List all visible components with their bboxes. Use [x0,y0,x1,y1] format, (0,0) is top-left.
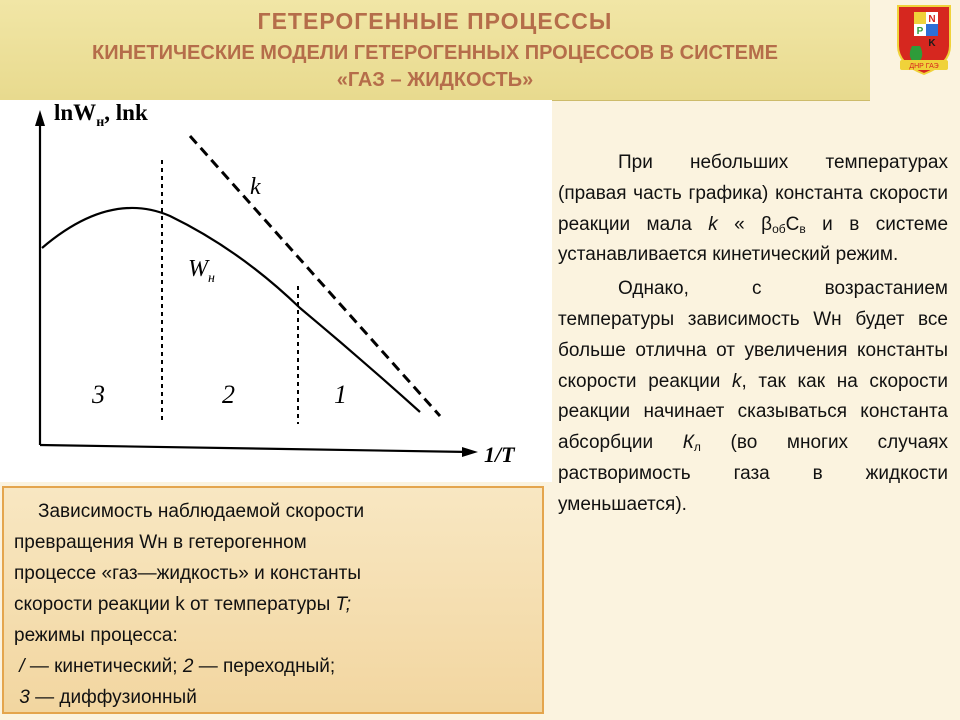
reaction-rate-diagram [0,100,552,482]
explanation-text [558,148,948,521]
y-axis-arrow [35,110,45,126]
p2-symbol-k: k [731,370,742,392]
p1-text-d: и в системе устанавливается кинетический режим. [558,213,949,266]
p2-text-b: , так как на скорости реакции начинает сказываться константа абсорбции [558,370,948,454]
p1-symbol-k: k [708,213,718,235]
diagram-panel [0,100,552,482]
logo-ribbon-text: ДНР ГАЭ [909,63,939,70]
x-axis-arrow [462,447,478,457]
caption-line-2: превращения Wн в гетерогенном [14,532,307,553]
caption-regime-2-number: 2 [182,656,194,677]
p1-sub-v: в [799,221,806,236]
caption-regime-3-text: — диффузионный [29,687,197,708]
p2-symbol-K: К [682,432,694,454]
caption-regime-1-text: — кинетический; [24,656,183,677]
p2-text-c: (во многих случаях растворимость газа в жидкости уменьшается). [558,432,948,515]
caption-regime-3-number: 3 [19,687,30,708]
slide-title: ГЕТЕРОГЕННЫЕ ПРОЦЕССЫ [257,8,613,34]
caption-line-4-text: скорости реакции k от температуры [14,594,336,615]
caption-regime-1-number: / [19,656,25,677]
y-axis-label-rest: , lnk [104,100,148,125]
caption-line-4 [14,589,532,620]
logo-letter-p: P [916,26,924,37]
logo-letter-n: N [928,14,936,25]
p1-text-c: С [785,213,800,235]
caption-line-1: Зависимость наблюдаемой скорости [38,501,365,522]
p1-sub-ob: об [772,221,786,236]
slide-header [0,0,870,101]
x-axis-label: 1/T [484,442,515,467]
p1-text-b: « β [717,213,773,235]
p2-text-a: Однако, с возрастанием температуры зависимость Wн будет все больше отлична от увеличения константы скорости реакции [558,278,948,392]
caption-regime-2-text: — переходный; [193,656,336,677]
curve-k-label: k [250,174,261,200]
slide-subtitle-line2: «ГАЗ – ЖИДКОСТЬ» [336,69,534,91]
region-3-label: 3 [92,380,105,409]
explanation-paragraph-2 [558,274,948,520]
caption-line-7 [14,682,532,713]
figure-caption [2,486,544,714]
p2-sub-l: л [693,440,701,455]
university-emblem-logo [892,2,956,76]
caption-temperature-symbol: T; [335,594,352,615]
slide-subtitle [0,40,870,94]
caption-line-3: процессе «газ—жидкость» и константы [14,563,361,584]
p1-text-a: При небольших температурах (правая часть графика) константа скорости реакции мала [558,152,948,235]
slide-subtitle-line1: КИНЕТИЧЕСКИЕ МОДЕЛИ ГЕТЕРОГЕННЫХ ПРОЦЕССОВ В СИСТЕМЕ [92,42,778,64]
x-axis [40,445,470,452]
y-axis-label-sub: н [96,115,105,130]
y-axis-label [54,100,148,130]
region-2-label: 2 [222,380,235,409]
curve-w-label [188,256,215,286]
curve-k [190,136,440,416]
caption-line-5: режимы процесса: [14,625,178,646]
logo-letter-k: K [928,38,936,49]
curve-w-label-sub: н [208,271,215,286]
curve-w-label-main: W [188,256,208,282]
explanation-paragraph-1 [558,148,948,271]
region-1-label: 1 [334,380,347,409]
y-axis-label-main: lnW [54,100,97,125]
caption-line-6 [14,651,532,682]
